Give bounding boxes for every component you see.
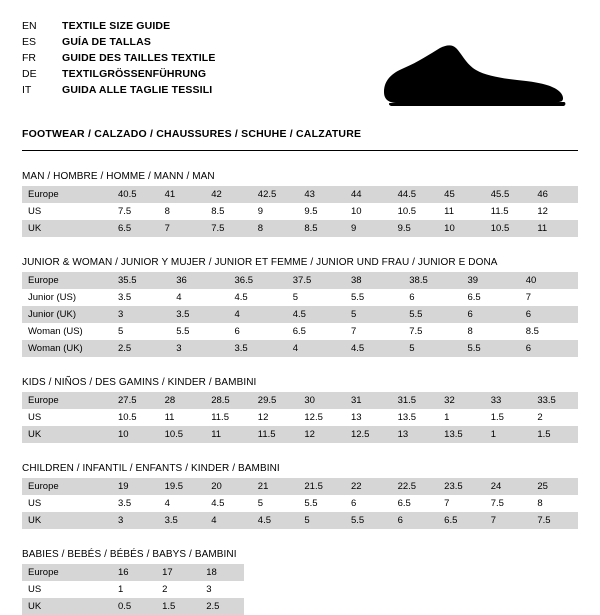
row-label: Woman (US) [22,323,112,340]
table-row [22,392,578,409]
row-label: UK [22,598,112,615]
table-row [22,272,578,289]
size-cell: 22.5 [392,478,439,495]
size-cell: 44.5 [392,186,439,203]
size-cell: 10 [112,426,159,443]
size-cell: 18 [200,564,244,581]
size-cell: 8.5 [298,220,345,237]
size-cell: 6 [345,495,392,512]
size-cell: 7.5 [112,203,159,220]
size-cell: 7.5 [403,323,461,340]
row-label: UK [22,512,112,529]
row-label: Junior (UK) [22,306,112,323]
size-cell: 4 [205,512,252,529]
language-row [22,34,215,50]
row-label: US [22,495,112,512]
size-cell: 7 [345,323,403,340]
language-code: ES [22,35,37,48]
size-cell: 8.5 [520,323,578,340]
language-code: FR [22,51,36,64]
size-cell: 4.5 [205,495,252,512]
size-cell: 33.5 [531,392,578,409]
size-cell: 4.5 [252,512,299,529]
size-cell: 13.5 [438,426,485,443]
size-cell: 5.5 [170,323,228,340]
size-cell: 8 [159,203,206,220]
language-row [22,82,215,98]
size-cell: 5 [287,289,345,306]
size-cell: 9 [252,203,299,220]
size-tables [22,171,578,615]
table-row [22,495,578,512]
size-cell: 5 [298,512,345,529]
size-cell: 0.5 [112,598,156,615]
size-cell: 5.5 [298,495,345,512]
table-row [22,203,578,220]
size-cell: 29.5 [252,392,299,409]
size-cell: 21 [252,478,299,495]
size-cell: 6.5 [287,323,345,340]
size-cell: 11.5 [205,409,252,426]
size-cell: 42.5 [252,186,299,203]
size-table [22,392,578,443]
size-cell: 23.5 [438,478,485,495]
size-cell: 3.5 [170,306,228,323]
size-cell: 6.5 [438,512,485,529]
size-cell: 4 [287,340,345,357]
size-cell: 8 [531,495,578,512]
size-cell: 27.5 [112,392,159,409]
size-cell: 5 [252,495,299,512]
size-cell: 39 [462,272,520,289]
size-cell: 42 [205,186,252,203]
size-group-title: JUNIOR & WOMAN / JUNIOR Y MUJER / JUNIOR ET FEMME / JUNIOR UND FRAU / JUNIOR E DONA [22,257,498,268]
row-label: Junior (US) [22,289,112,306]
size-cell: 31 [345,392,392,409]
table-row [22,598,244,615]
size-cell: 3 [170,340,228,357]
size-cell: 6 [403,289,461,306]
row-label: Europe [22,272,112,289]
size-cell: 1.5 [531,426,578,443]
size-cell: 7.5 [485,495,532,512]
size-cell: 10.5 [392,203,439,220]
size-cell: 6.5 [462,289,520,306]
size-cell: 8 [462,323,520,340]
size-group [22,463,578,529]
size-cell: 44 [345,186,392,203]
size-cell: 21.5 [298,478,345,495]
language-title-table [22,18,215,98]
size-cell: 5 [112,323,170,340]
language-code: EN [22,19,37,32]
size-cell: 45 [438,186,485,203]
size-cell: 40 [520,272,578,289]
size-cell: 9.5 [298,203,345,220]
size-cell: 5.5 [345,289,403,306]
size-table [22,564,244,615]
size-cell: 4.5 [229,289,287,306]
language-code: IT [22,83,32,96]
size-table [22,186,578,237]
size-cell: 41 [159,186,206,203]
size-cell: 38 [345,272,403,289]
size-cell: 5.5 [345,512,392,529]
language-title: GUIDA ALLE TAGLIE TESSILI [62,83,213,96]
row-label: Woman (UK) [22,340,112,357]
table-row [22,409,578,426]
size-cell: 35.5 [112,272,170,289]
size-cell: 12.5 [345,426,392,443]
size-cell: 1 [485,426,532,443]
row-label: UK [22,426,112,443]
size-group-title: MAN / HOMBRE / HOMME / MANN / MAN [22,171,215,182]
size-group [22,257,578,357]
table-row [22,220,578,237]
language-title: GUÍA DE TALLAS [62,35,152,48]
size-cell: 4 [159,495,206,512]
size-cell: 6.5 [112,220,159,237]
size-cell: 24 [485,478,532,495]
size-cell: 3 [112,512,159,529]
size-cell: 40.5 [112,186,159,203]
size-cell: 3.5 [112,495,159,512]
language-row [22,18,215,34]
size-cell: 3.5 [112,289,170,306]
size-group-title: BABIES / BEBÉS / BÉBÉS / BABYS / BAMBINI [22,549,237,560]
size-cell: 10.5 [112,409,159,426]
size-cell: 6.5 [392,495,439,512]
size-group [22,377,578,443]
size-group-title: CHILDREN / INFANTIL / ENFANTS / KINDER / BAMBINI [22,463,280,474]
table-row [22,512,578,529]
size-cell: 7.5 [531,512,578,529]
size-cell: 9 [345,220,392,237]
size-cell: 5 [345,306,403,323]
language-code: DE [22,67,37,80]
size-cell: 13.5 [392,409,439,426]
size-cell: 2 [531,409,578,426]
size-cell: 6 [462,306,520,323]
size-cell: 11 [438,203,485,220]
row-label: Europe [22,392,112,409]
table-row [22,564,244,581]
size-cell: 12 [531,203,578,220]
size-cell: 11 [159,409,206,426]
size-cell: 4 [229,306,287,323]
category-title: FOOTWEAR / CALZADO / CHAUSSURES / SCHUHE / CALZATURE [22,128,362,140]
language-title: GUIDE DES TAILLES TEXTILE [62,51,216,64]
size-cell: 38.5 [403,272,461,289]
size-cell: 22 [345,478,392,495]
size-cell: 5.5 [403,306,461,323]
size-cell: 12 [252,409,299,426]
row-label: Europe [22,564,112,581]
size-table [22,272,578,357]
size-cell: 5.5 [462,340,520,357]
row-label: US [22,203,112,220]
table-row [22,478,578,495]
size-cell: 17 [156,564,200,581]
size-cell: 6 [392,512,439,529]
size-cell: 3 [112,306,170,323]
size-cell: 2.5 [200,598,244,615]
table-row [22,340,578,357]
size-cell: 7 [485,512,532,529]
size-cell: 4.5 [345,340,403,357]
size-cell: 4 [170,289,228,306]
size-cell: 30 [298,392,345,409]
size-cell: 8 [252,220,299,237]
size-cell: 5 [403,340,461,357]
size-cell: 43 [298,186,345,203]
table-row [22,323,578,340]
row-label: US [22,409,112,426]
size-cell: 4.5 [287,306,345,323]
size-cell: 2.5 [112,340,170,357]
row-label: Europe [22,186,112,203]
size-cell: 19 [112,478,159,495]
size-cell: 25 [531,478,578,495]
size-cell: 33 [485,392,532,409]
size-cell: 3.5 [229,340,287,357]
table-row [22,426,578,443]
language-title: TEXTILE SIZE GUIDE [62,19,171,32]
size-cell: 20 [205,478,252,495]
size-cell: 32 [438,392,485,409]
size-cell: 1 [112,581,156,598]
size-cell: 10.5 [485,220,532,237]
size-cell: 2 [156,581,200,598]
language-title: TEXTILGRÖSSENFÜHRUNG [62,67,207,80]
size-group-title: KIDS / NIÑOS / DES GAMINS / KINDER / BAMBINI [22,377,257,388]
size-cell: 10 [438,220,485,237]
size-cell: 36 [170,272,228,289]
size-cell: 31.5 [392,392,439,409]
header-divider [22,150,578,151]
size-cell: 1.5 [485,409,532,426]
size-cell: 3 [200,581,244,598]
size-cell: 6 [520,340,578,357]
header [22,18,578,114]
size-cell: 36.5 [229,272,287,289]
size-cell: 12 [298,426,345,443]
table-row [22,581,244,598]
size-table [22,478,578,529]
size-group [22,171,578,237]
size-cell: 8.5 [205,203,252,220]
size-cell: 13 [345,409,392,426]
size-cell: 16 [112,564,156,581]
size-cell: 28 [159,392,206,409]
row-label: Europe [22,478,112,495]
table-row [22,306,578,323]
size-cell: 6 [520,306,578,323]
size-cell: 45.5 [485,186,532,203]
size-cell: 11 [205,426,252,443]
size-cell: 10 [345,203,392,220]
size-cell: 12.5 [298,409,345,426]
size-cell: 11.5 [252,426,299,443]
size-cell: 11.5 [485,203,532,220]
row-label: UK [22,220,112,237]
table-row [22,289,578,306]
language-row [22,50,215,66]
size-cell: 7 [438,495,485,512]
size-cell: 1.5 [156,598,200,615]
size-cell: 1 [438,409,485,426]
size-cell: 28.5 [205,392,252,409]
language-row [22,66,215,82]
size-cell: 10.5 [159,426,206,443]
table-row [22,186,578,203]
size-cell: 9.5 [392,220,439,237]
size-cell: 37.5 [287,272,345,289]
size-cell: 3.5 [159,512,206,529]
size-cell: 46 [531,186,578,203]
size-cell: 6 [229,323,287,340]
dress-shoe-icon [378,40,568,110]
size-cell: 7 [159,220,206,237]
size-cell: 7 [520,289,578,306]
size-cell: 7.5 [205,220,252,237]
size-cell: 19.5 [159,478,206,495]
size-cell: 13 [392,426,439,443]
size-group [22,549,578,615]
size-cell: 11 [531,220,578,237]
row-label: US [22,581,112,598]
